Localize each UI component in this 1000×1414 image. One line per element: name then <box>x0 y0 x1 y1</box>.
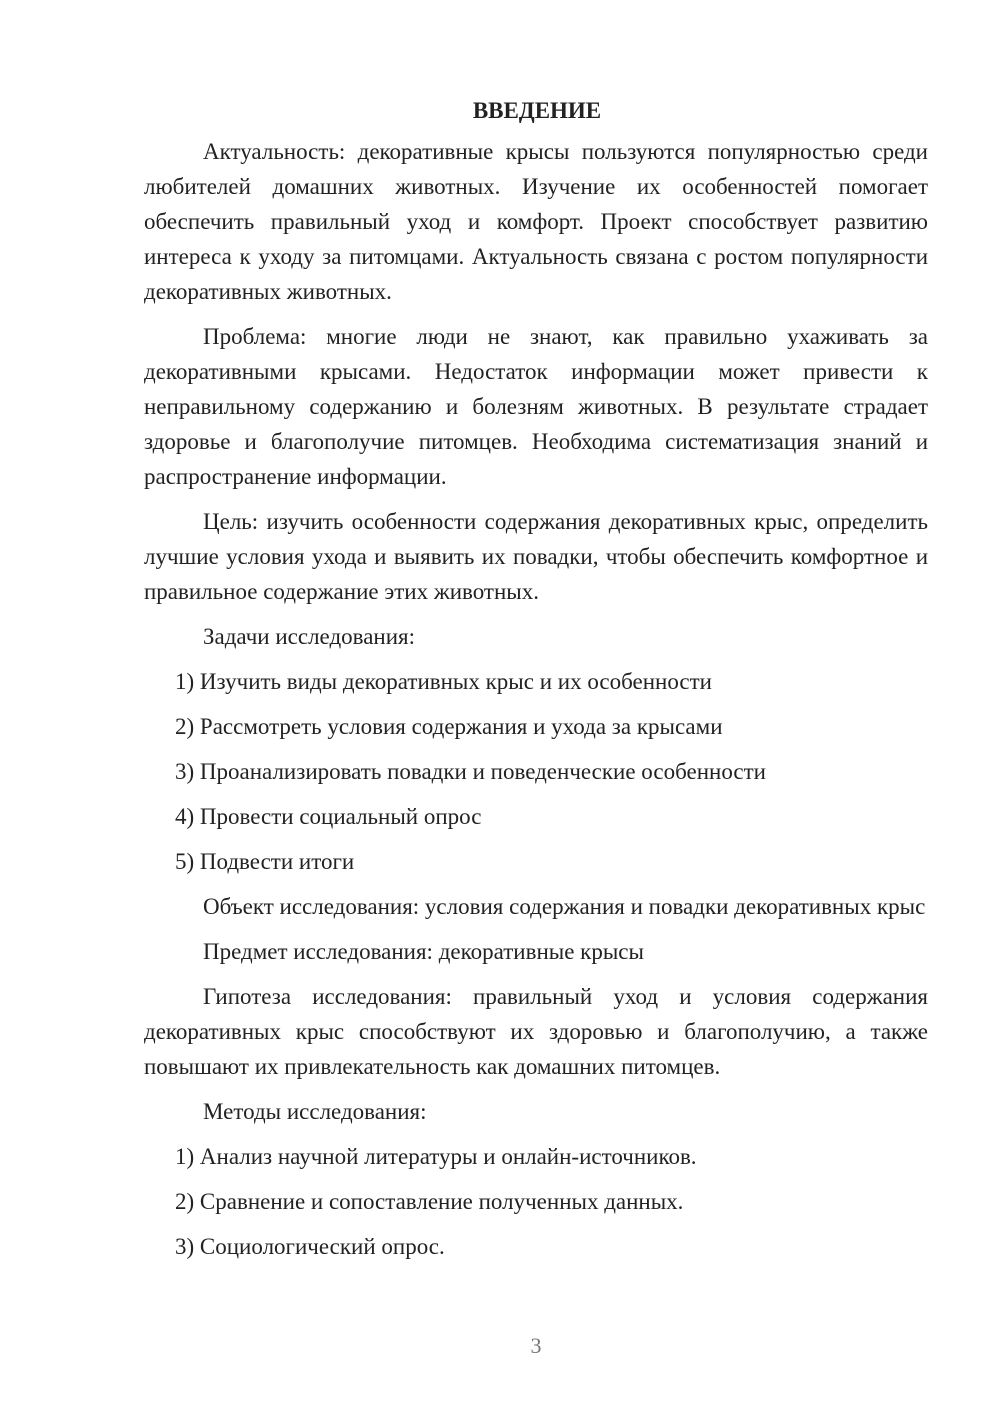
tasks-list <box>144 664 928 879</box>
methods-list <box>144 1139 928 1264</box>
list-item: 1) Изучить виды декоративных крыс и их особенности <box>175 669 712 694</box>
tasks-title: Задачи исследования: <box>203 624 416 649</box>
hypothesis-paragraph: Гипотеза исследования: правильный уход и условия содержания декоративных крыс способствуют их здоровью и благополучию, а также повышают их привлекательность как домашних питомцев. <box>144 984 928 1079</box>
object-paragraph: Объект исследования: условия содержания и повадки декоративных крыс <box>203 894 926 919</box>
relevance-paragraph: Актуальность: декоративные крысы пользуются популярностью среди любителей домашних животных. Изучение их особенностей помогает обеспечить правильный уход и комфорт. Проект способствует развитию интереса к уходу за питомцами. Актуальность связана с ростом популярности декоративных животных. <box>144 139 928 304</box>
page-content <box>144 93 928 1274</box>
methods-title: Методы исследования: <box>203 1099 427 1124</box>
section-heading: ВВЕДЕНИЕ <box>472 98 602 123</box>
goal-paragraph: Цель: изучить особенности содержания декоративных крыс, определить лучшие условия ухода и выявить их повадки, чтобы обеспечить комфортное и правильное содержание этих животных. <box>144 509 928 604</box>
list-item: 2) Рассмотреть условия содержания и ухода за крысами <box>175 714 723 739</box>
page-number: 3 <box>530 1333 542 1358</box>
subject-paragraph: Предмет исследования: декоративные крысы <box>203 939 644 964</box>
list-item: 1) Анализ научной литературы и онлайн-источников. <box>175 1144 697 1169</box>
list-item: 5) Подвести итоги <box>175 849 355 874</box>
list-item: 3) Социологический опрос. <box>175 1234 445 1259</box>
problem-paragraph: Проблема: многие люди не знают, как правильно ухаживать за декоративными крысами. Недостаток информации может привести к неправильному содержанию и болезням животных. В результате страдает здоровье и благополучие питомцев. Необходима систематизация знаний и распространение информации. <box>144 324 928 489</box>
list-item: 4) Провести социальный опрос <box>175 804 482 829</box>
list-item: 3) Проанализировать повадки и поведенческие особенности <box>175 759 766 784</box>
list-item: 2) Сравнение и сопоставление полученных данных. <box>175 1189 684 1214</box>
